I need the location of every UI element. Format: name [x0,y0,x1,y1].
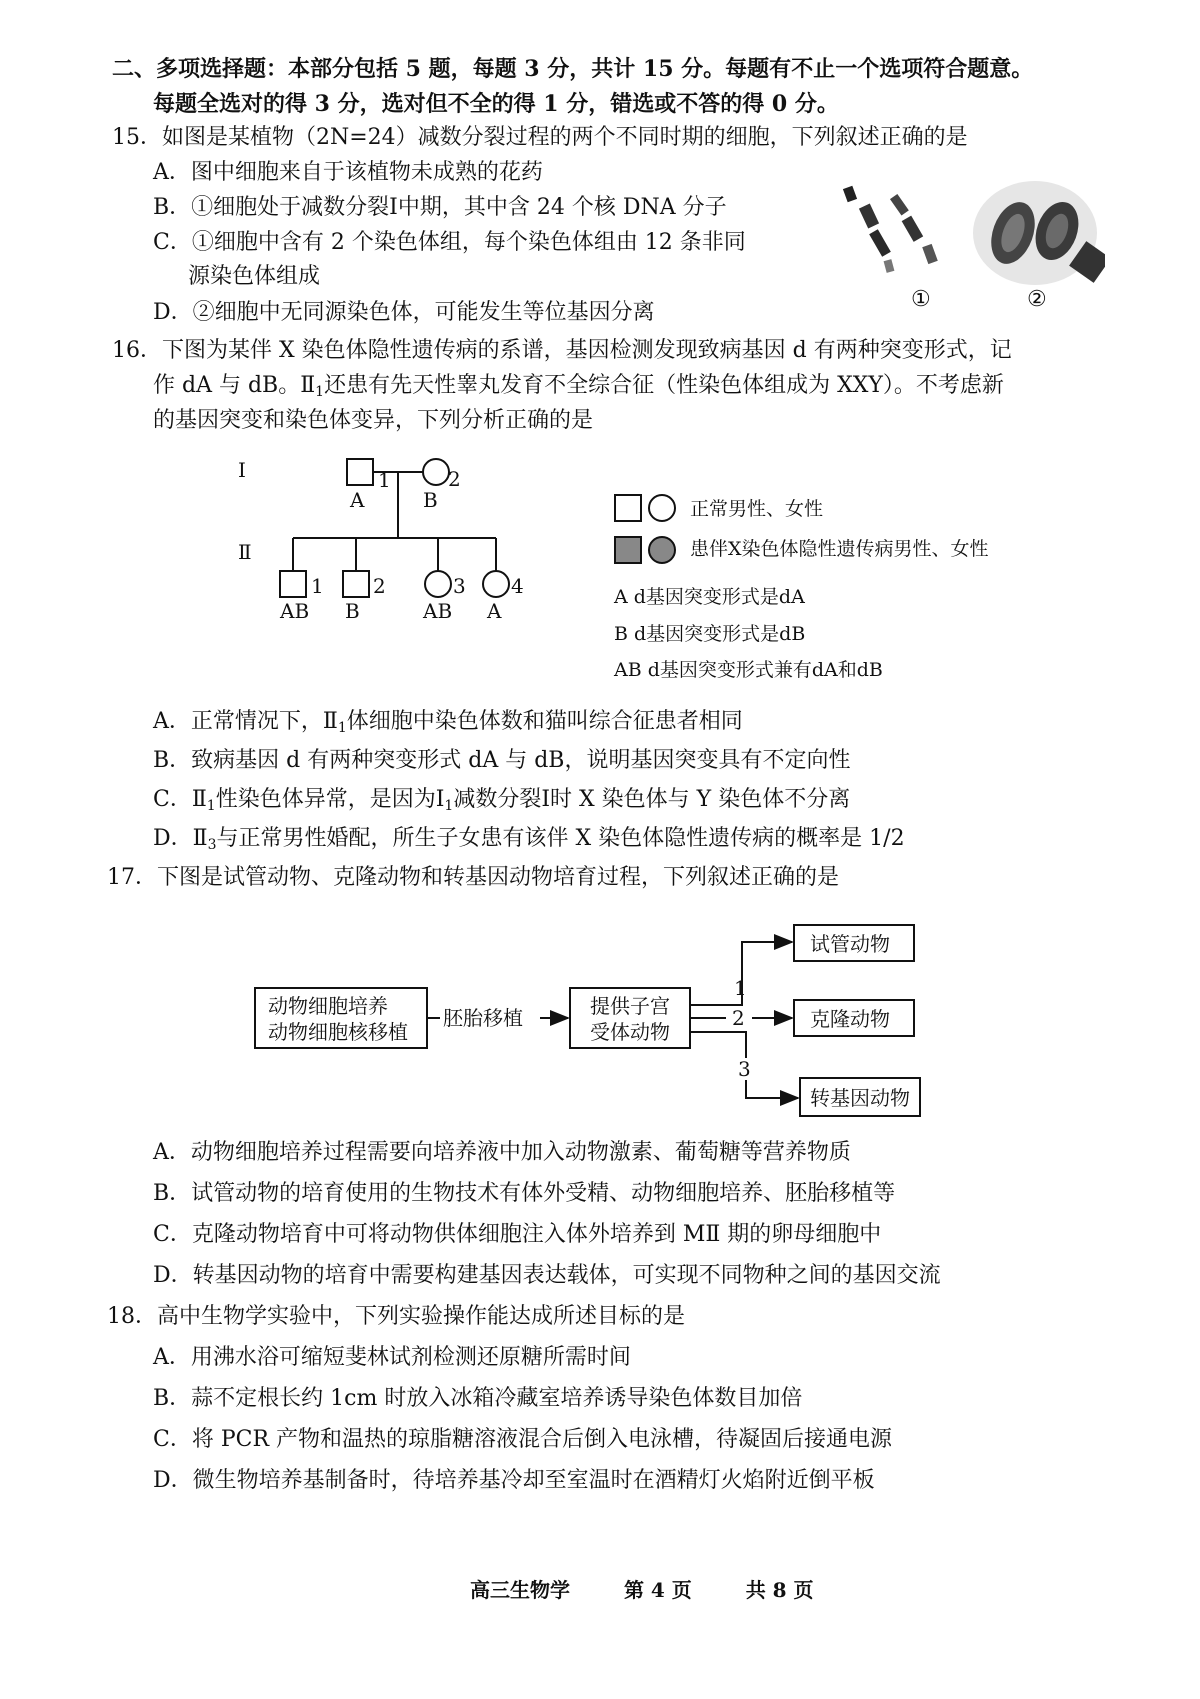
q18-option-b: B．蒜不定根长约 1cm 时放入冰箱冷藏室培养诱导染色体数目加倍 [153,1386,803,1411]
pedigree-II2-male [343,571,369,597]
q16-c-text-b: 性染色体异常，是因为Ⅰ [215,787,445,812]
q16-c-text-c: 减数分裂Ⅰ时 X 染色体与 Y 染色体不分离 [453,787,851,812]
section-title-line1: 二、多项选择题：本部分包括 5 题，每题 3 分，共计 15 分。每题有不止一个选项符合题意。 [112,56,1034,82]
q15-option-c-line1: C．①细胞中含有 2 个染色体组，每个染色体组由 12 条非同 [153,230,746,255]
pedigree-chart [230,455,610,685]
q16-option-d [153,822,905,862]
q16-a-subscript: 1 [337,720,347,736]
q16-option-c [153,783,850,823]
q15-option-a: A．图中细胞来自于该植物未成熟的花药 [153,160,543,185]
flow-box1-line2: 动物细胞核移植 [268,1020,408,1044]
flow-branch-3a [690,1032,746,1058]
legend-affected-female-icon [649,537,675,563]
flow-box2-line2: 受体动物 [590,1020,670,1044]
q15-stem: 15．如图是某植物（2N=24）减数分裂过程的两个不同时期的细胞，下列叙述正确的是 [112,125,968,150]
pedigree-I1-male [347,459,373,485]
legend-normal-female-icon [649,495,675,521]
pedigree-II4-label: A [487,599,502,623]
q17-flowchart [250,920,930,1120]
q17-stem: 17．下图是试管动物、克隆动物和转基因动物培育过程，下列叙述正确的是 [107,865,839,890]
footer-page: 第 4 页 [623,1578,692,1602]
pedigree-II1-male [280,571,306,597]
micrograph-cells [835,175,1105,320]
q16-c-subscript-1: 1 [206,798,216,814]
q16-d-text-b: 与正常男性婚配，所生子女患有该伴 X 染色体隐性遗传病的概率是 1/2 [216,826,905,851]
flow-out1-label: 试管动物 [810,932,890,956]
flow-branch-3b [746,1080,798,1098]
q16-stem-line1: 16．下图为某伴 X 染色体隐性遗传病的系谱，基因检测发现致病基因 d 有两种突变形式，记 [112,338,1012,363]
q16-d-subscript: 3 [207,837,217,853]
q17-option-b: B．试管动物的培育使用的生物技术有体外受精、动物细胞培养、胚胎移植等 [153,1181,896,1206]
flow-box2-line1: 提供子宫 [590,994,670,1018]
flow-out2-label: 克隆动物 [810,1007,890,1031]
pedigree-II3-num: 3 [453,574,466,598]
legend-b: B d基因突变形式是dB [614,623,806,645]
meiosis-micrograph [835,175,1105,320]
q17-option-d: D．转基因动物的培育中需要构建基因表达载体，可实现不同物种之间的基因交流 [153,1263,941,1288]
cell-2-label: ② [1027,287,1047,312]
pedigree-I2-num: 2 [448,467,461,491]
q15-option-d: D．②细胞中无同源染色体，可能发生等位基因分离 [153,300,655,325]
flow-arrow1-label: 胚胎移植 [443,1006,523,1030]
q16-a-text-a: A．正常情况下，Ⅱ [153,709,338,734]
q16-stem-text-b: 还患有先天性睾丸发育不全综合征（性染色体组成为 XXY）。不考虑新 [324,373,1004,398]
pedigree-II2-label: B [345,599,360,623]
pedigree-I1-label: A [350,488,365,512]
q16-stem-line3: 的基因突变和染色体变异，下列分析正确的是 [153,408,594,433]
q16-c-text-a: C．Ⅱ [153,787,207,812]
pedigree-legend-symbols [612,492,682,582]
q15-option-c-line2: 源染色体组成 [188,264,321,289]
pedigree-gen-I: Ⅰ [238,458,246,482]
cell-1-label: ① [911,287,931,312]
q16-stem-text-a: 作 dA 与 dB。Ⅱ [153,373,316,398]
pedigree-II1-num: 1 [311,574,324,598]
q16-a-text-b: 体细胞中染色体数和猫叫综合征患者相同 [346,709,743,734]
pedigree-I1-num: 1 [378,468,391,492]
section-title-line2: 每题全选对的得 3 分，选对但不全的得 1 分，错选或不答的得 0 分。 [153,91,839,117]
flow-out3-label: 转基因动物 [810,1086,910,1110]
legend-affected: 患伴X染色体隐性遗传病男性、女性 [690,538,989,560]
flow-branch1-label: 1 [734,976,747,1000]
q18-option-a: A．用沸水浴可缩短斐林试剂检测还原糖所需时间 [153,1345,631,1370]
pedigree-II1-label: AB [280,599,310,623]
q16-option-a [153,705,743,745]
q18-stem: 18．高中生物学实验中，下列实验操作能达成所述目标的是 [107,1304,685,1329]
page-footer [470,1574,814,1603]
q16-stem-line2 [153,369,1004,409]
q18-option-d: D．微生物培养基制备时，待培养基冷却至室温时在酒精灯火焰附近倒平板 [153,1468,875,1493]
legend-affected-male-icon [615,537,641,563]
legend-normal-male-icon [615,495,641,521]
q15-option-b: B．①细胞处于减数分裂Ⅰ中期，其中含 24 个核 DNA 分子 [153,195,727,220]
pedigree-I2-female [423,459,449,485]
q17-option-a: A．动物细胞培养过程需要向培养液中加入动物激素、葡萄糖等营养物质 [153,1140,851,1165]
flow-branch3-label: 3 [738,1057,751,1081]
pedigree-I2-label: B [423,488,438,512]
q16-option-b: B．致病基因 d 有两种突变形式 dA 与 dB，说明基因突变具有不定向性 [153,748,851,773]
pedigree-gen-II: Ⅱ [238,540,252,564]
legend-a: A d基因突变形式是dA [614,586,805,608]
pedigree-II4-female [483,571,509,597]
q16-c-subscript-2: 1 [444,798,454,814]
cell-1-chromosomes [843,186,938,273]
footer-subject: 高三生物学 [470,1578,570,1602]
q16-d-text-a: D．Ⅱ [153,826,208,851]
pedigree-II4-num: 4 [511,574,524,598]
pedigree-II3-female [425,571,451,597]
legend-normal: 正常男性、女性 [690,498,824,520]
pedigree-II2-num: 2 [373,574,386,598]
q17-option-c: C．克隆动物培育中可将动物供体细胞注入体外培养到 MⅡ 期的卵母细胞中 [153,1222,882,1247]
cell-2-nuclei [973,181,1105,285]
legend-ab: AB d基因突变形式兼有dA和dB [614,659,883,681]
pedigree-II3-label: AB [423,599,453,623]
flow-box1-line1: 动物细胞培养 [268,994,388,1018]
q16-stem-subscript: 1 [315,384,325,400]
footer-total: 共 8 页 [745,1578,814,1602]
flow-branch2-label: 2 [732,1006,745,1030]
q18-option-c: C．将 PCR 产物和温热的琼脂糖溶液混合后倒入电泳槽，待凝固后接通电源 [153,1427,893,1452]
